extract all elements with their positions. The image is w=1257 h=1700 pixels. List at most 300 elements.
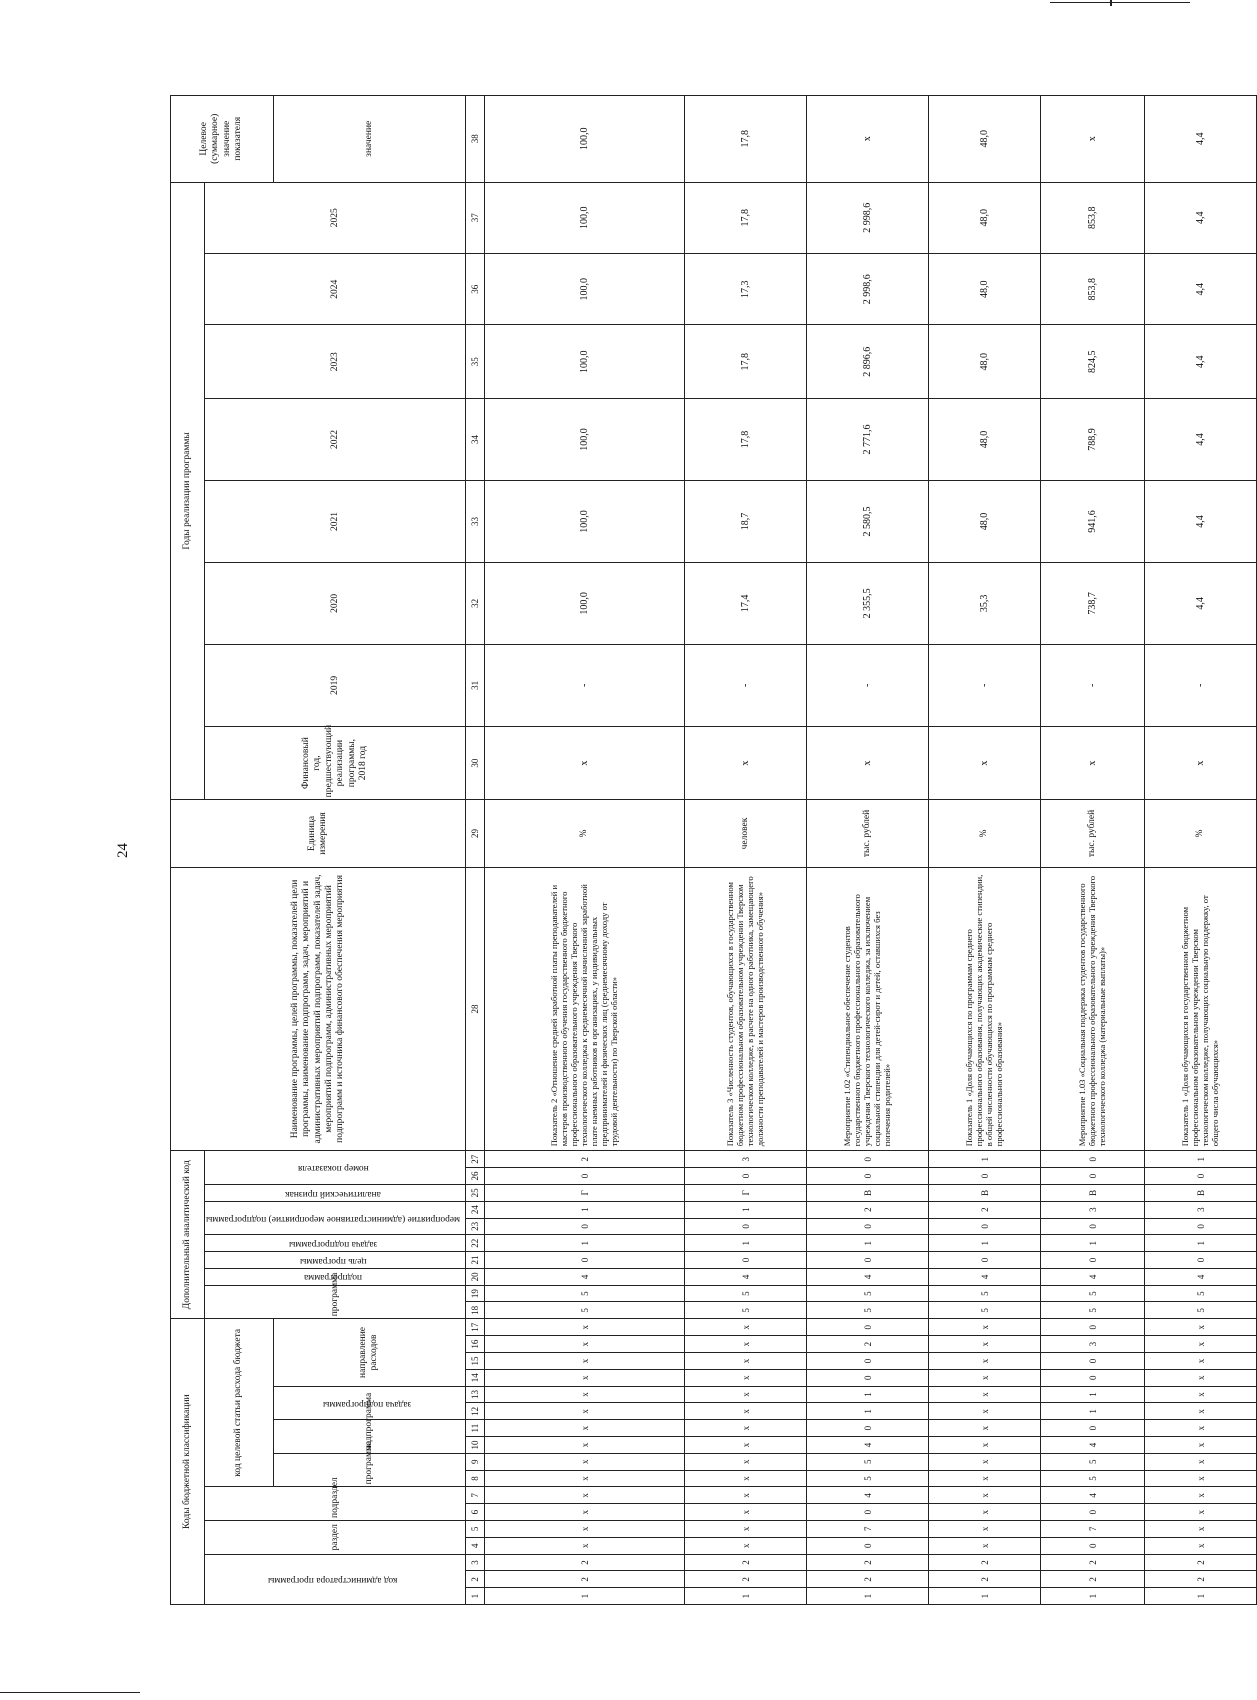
code-cell: x [929, 1369, 1041, 1386]
value-cell: 100,0 [485, 325, 685, 399]
code-cell: 0 [929, 1218, 1041, 1235]
code-cell: 5 [929, 1285, 1041, 1302]
code-cell: x [1145, 1386, 1257, 1403]
code-cell: 1 [1041, 1235, 1145, 1252]
code-cell: 4 [807, 1437, 929, 1454]
subsection-header: подраздел [205, 1487, 466, 1521]
value-cell: 18,7 [685, 480, 807, 562]
base-year-header: Финансовый год, предшествующий реализации программы, 2018 год [205, 726, 466, 800]
code-cell: 2 [1145, 1571, 1257, 1588]
code-cell: 7 [807, 1521, 929, 1538]
ex-goal-header: цель программы [205, 1252, 466, 1269]
value-cell: - [1041, 644, 1145, 726]
code-cell: x [485, 1386, 685, 1403]
code-cell: 4 [807, 1487, 929, 1504]
code-cell: x [1145, 1369, 1257, 1386]
column-number-cell: 14 [466, 1369, 485, 1386]
value-cell: 4,4 [1145, 562, 1257, 644]
code-cell: x [685, 1353, 807, 1370]
code-cell: 5 [1041, 1453, 1145, 1470]
value-cell: - [685, 644, 807, 726]
code-cell: 2 [1041, 1554, 1145, 1571]
code-cell: 1 [485, 1235, 685, 1252]
code-cell: 1 [929, 1235, 1041, 1252]
code-cell: 0 [807, 1151, 929, 1168]
code-cell: В [1041, 1184, 1145, 1201]
value-cell: 4,4 [1145, 182, 1257, 253]
code-cell: 2 [485, 1554, 685, 1571]
code-cell: 0 [1041, 1168, 1145, 1185]
code-cell: 1 [685, 1235, 807, 1252]
code-cell: 7 [1041, 1521, 1145, 1538]
value-cell: 48,0 [929, 480, 1041, 562]
value-cell: x [485, 726, 685, 800]
value-cell: 2 771,6 [807, 399, 929, 481]
code-cell: 0 [807, 1353, 929, 1370]
code-cell: x [485, 1537, 685, 1554]
code-cell: x [685, 1521, 807, 1538]
extra-code-header: Дополнительный аналитический код [171, 1151, 205, 1319]
code-cell: x [485, 1504, 685, 1521]
code-cell: 0 [685, 1252, 807, 1269]
name-column-header: Наименование программы, целей программы, показателей цели программы, наименование подпрограмм, задач, мероприятий и административных мероприятий подпрограмм, показателей задач, мероприятий подпрограмм, административных мероприятий подпрограмм и источника финансового обеспечения мероприятия [171, 867, 466, 1151]
value-cell: x [1041, 726, 1145, 800]
code-cell: 0 [1041, 1420, 1145, 1437]
section-header: раздел [205, 1521, 466, 1555]
row-name-cell: Мероприятие 1.03 «Социальная поддержка студентов государственного бюджетного профессионального образовательного учреждения Тверского технологического колледжа (материальные выплаты)» [1041, 867, 1145, 1151]
value-cell: - [807, 644, 929, 726]
column-number-cell: 15 [466, 1353, 485, 1370]
code-cell: 2 [807, 1571, 929, 1588]
code-cell: 0 [485, 1252, 685, 1269]
code-cell: x [1145, 1470, 1257, 1487]
column-number-cell: 32 [466, 562, 485, 644]
code-cell: x [1145, 1336, 1257, 1353]
value-cell: 100,0 [485, 254, 685, 325]
code-cell: x [929, 1403, 1041, 1420]
value-cell: 100,0 [485, 562, 685, 644]
header-row-1 [171, 96, 205, 1605]
code-cell: 0 [1041, 1504, 1145, 1521]
code-cell: 5 [1145, 1302, 1257, 1319]
code-cell: 0 [929, 1252, 1041, 1269]
code-cell: x [485, 1336, 685, 1353]
code-cell: 0 [1145, 1168, 1257, 1185]
table-row [807, 96, 929, 1605]
code-cell: 1 [685, 1588, 807, 1605]
column-number-row [466, 96, 485, 1605]
year-2019-header: 2019 [205, 644, 466, 726]
column-number-cell: 5 [466, 1521, 485, 1538]
code-cell: x [929, 1470, 1041, 1487]
code-cell: 2 [485, 1571, 685, 1588]
ex-task-header: задача подпрограммы [205, 1235, 466, 1252]
unit-cell: тыс. рублей [1041, 800, 1145, 867]
code-cell: 1 [807, 1386, 929, 1403]
column-number-cell: 4 [466, 1537, 485, 1554]
code-cell: 5 [807, 1285, 929, 1302]
code-cell: x [929, 1504, 1041, 1521]
code-cell: 0 [685, 1168, 807, 1185]
code-cell: x [929, 1336, 1041, 1353]
code-cell: 2 [1041, 1571, 1145, 1588]
value-cell: 48,0 [929, 325, 1041, 399]
code-cell: 4 [1041, 1487, 1145, 1504]
code-cell: Г [685, 1184, 807, 1201]
code-cell: 3 [685, 1151, 807, 1168]
code-cell: x [485, 1319, 685, 1336]
admin-code-header: код администратора программы [205, 1554, 466, 1604]
code-cell: x [1145, 1453, 1257, 1470]
code-cell: x [485, 1470, 685, 1487]
rotated-table-wrapper [170, 95, 1220, 1605]
value-cell: 100,0 [485, 182, 685, 253]
ex-event-header: мероприятие (административное мероприятие) подпрограммы [205, 1201, 466, 1235]
value-cell: 48,0 [929, 182, 1041, 253]
task-header: задача подпрограммы [273, 1386, 466, 1420]
code-cell: x [1145, 1420, 1257, 1437]
code-cell: 0 [807, 1319, 929, 1336]
code-cell: 2 [929, 1571, 1041, 1588]
code-cell: 1 [929, 1588, 1041, 1605]
code-cell: 0 [1041, 1353, 1145, 1370]
value-cell: x [929, 726, 1041, 800]
column-number-cell: 7 [466, 1487, 485, 1504]
value-cell: 17,8 [685, 325, 807, 399]
program-indicators-table [170, 95, 1257, 1605]
year-2025-header: 2025 [205, 182, 466, 253]
code-cell: 4 [929, 1268, 1041, 1285]
value-cell: 48,0 [929, 254, 1041, 325]
code-cell: 1 [1145, 1588, 1257, 1605]
budget-codes-header: Коды бюджетной классификации [171, 1319, 205, 1605]
column-number-cell: 13 [466, 1386, 485, 1403]
years-group-header: Годы реализации программы [171, 182, 205, 800]
column-number-cell: 28 [466, 867, 485, 1151]
column-number-cell: 30 [466, 726, 485, 800]
column-number-cell: 17 [466, 1319, 485, 1336]
scan-mark [1050, 2, 1190, 3]
code-cell: 2 [685, 1571, 807, 1588]
code-cell: 5 [1041, 1470, 1145, 1487]
code-cell: 0 [1041, 1218, 1145, 1235]
code-cell: 0 [1041, 1252, 1145, 1269]
page-number: 24 [115, 843, 131, 858]
value-cell: 17,8 [685, 399, 807, 481]
code-cell: x [1145, 1319, 1257, 1336]
code-cell: x [485, 1353, 685, 1370]
code-cell: x [929, 1437, 1041, 1454]
code-cell: 2 [807, 1336, 929, 1353]
value-cell: 853,8 [1041, 182, 1145, 253]
code-cell: 2 [1145, 1554, 1257, 1571]
value-cell: 2 998,6 [807, 182, 929, 253]
code-cell: x [685, 1386, 807, 1403]
column-number-cell: 37 [466, 182, 485, 253]
code-cell: 1 [1041, 1386, 1145, 1403]
code-cell: 3 [1041, 1336, 1145, 1353]
column-number-cell: 16 [466, 1336, 485, 1353]
unit-cell: человек [685, 800, 807, 867]
expense-direction-header: направление расходов [273, 1319, 466, 1386]
value-cell: 4,4 [1145, 399, 1257, 481]
column-number-cell: 6 [466, 1504, 485, 1521]
code-cell: x [929, 1353, 1041, 1370]
code-cell: 2 [929, 1554, 1041, 1571]
code-cell: 5 [807, 1470, 929, 1487]
code-cell: В [929, 1184, 1041, 1201]
code-cell: 0 [807, 1420, 929, 1437]
row-name-cell: Показатель 3 «Численность студентов, обучающихся в государственном бюджетном профессиональном образовательном учреждении Тверском технологическом колледже, в расчете на одного работника, замещающего должности преподавателей и мастеров производственного обучения» [685, 867, 807, 1151]
value-cell: 788,9 [1041, 399, 1145, 481]
code-cell: 0 [1041, 1319, 1145, 1336]
value-cell: 738,7 [1041, 562, 1145, 644]
value-cell: - [929, 644, 1041, 726]
scan-mark [0, 1692, 140, 1693]
code-cell: 1 [1041, 1403, 1145, 1420]
code-cell: 1 [807, 1588, 929, 1605]
code-cell: 1 [685, 1201, 807, 1218]
code-cell: 0 [1041, 1537, 1145, 1554]
row-name-cell: Мероприятие 1.02 «Стипендиальное обеспечение студентов государственного бюджетного профессионального образовательного учреждения Тверского технологического колледжа, за исключением социальной стипендии для детей-сирот и детей, оставшихся без попечения родителей» [807, 867, 929, 1151]
year-2021-header: 2021 [205, 480, 466, 562]
column-number-cell: 10 [466, 1437, 485, 1454]
value-cell: 100,0 [485, 399, 685, 481]
code-cell: 1 [485, 1588, 685, 1605]
target-group-header: Целевое (суммарное) значение показателя [171, 96, 274, 183]
code-cell: 3 [1145, 1201, 1257, 1218]
value-cell: 35,3 [929, 562, 1041, 644]
value-cell: 2 998,6 [807, 254, 929, 325]
code-cell: x [929, 1487, 1041, 1504]
unit-cell: % [929, 800, 1041, 867]
row-name-cell: Показатель 1 «Доля обучающихся по программам среднего профессионального образования, получающих академические стипендии, в общей численности обучающихся по программам среднего профессионального образования» [929, 867, 1041, 1151]
column-number-cell: 20 [466, 1268, 485, 1285]
code-cell: 0 [807, 1369, 929, 1386]
code-cell: x [685, 1453, 807, 1470]
code-cell: x [1145, 1403, 1257, 1420]
column-number-cell: 12 [466, 1403, 485, 1420]
code-cell: 5 [685, 1285, 807, 1302]
code-cell: x [485, 1437, 685, 1454]
code-cell: x [485, 1521, 685, 1538]
code-cell: 3 [1041, 1201, 1145, 1218]
column-number-cell: 33 [466, 480, 485, 562]
code-cell: 5 [685, 1302, 807, 1319]
code-cell: x [685, 1437, 807, 1454]
code-cell: x [685, 1537, 807, 1554]
code-cell: 0 [485, 1218, 685, 1235]
value-cell: 100,0 [485, 96, 685, 183]
value-cell: 17,3 [685, 254, 807, 325]
column-number-cell: 24 [466, 1201, 485, 1218]
code-cell: 0 [807, 1252, 929, 1269]
code-cell: x [1145, 1537, 1257, 1554]
code-cell: 1 [807, 1403, 929, 1420]
target-item-code-header: код целевой статьи расхода бюджета [205, 1319, 274, 1487]
column-number-cell: 36 [466, 254, 485, 325]
table-row [929, 96, 1041, 1605]
code-cell: 4 [807, 1268, 929, 1285]
code-cell: x [685, 1336, 807, 1353]
year-2024-header: 2024 [205, 254, 466, 325]
code-cell: x [685, 1487, 807, 1504]
code-cell: x [685, 1319, 807, 1336]
code-cell: 5 [1041, 1285, 1145, 1302]
table-row [1145, 96, 1257, 1605]
ex-indicator-header: номер показателя [205, 1151, 466, 1185]
unit-cell: % [485, 800, 685, 867]
value-cell: 2 355,5 [807, 562, 929, 644]
value-cell: 48,0 [929, 399, 1041, 481]
code-cell: 1 [485, 1201, 685, 1218]
column-number-cell: 19 [466, 1285, 485, 1302]
code-cell: 5 [485, 1302, 685, 1319]
column-number-cell: 11 [466, 1420, 485, 1437]
code-cell: 5 [1145, 1285, 1257, 1302]
code-cell: 1 [929, 1151, 1041, 1168]
value-cell: 17,8 [685, 96, 807, 183]
scan-mark [1110, 0, 1112, 6]
column-number-cell: 31 [466, 644, 485, 726]
code-cell: x [1145, 1437, 1257, 1454]
code-cell: 0 [807, 1504, 929, 1521]
value-cell: 941,6 [1041, 480, 1145, 562]
code-cell: 0 [929, 1168, 1041, 1185]
code-cell: x [685, 1369, 807, 1386]
code-cell: 4 [1041, 1268, 1145, 1285]
ex-program-header: программа [205, 1285, 466, 1319]
value-cell: 2 580,5 [807, 480, 929, 562]
code-cell: 0 [1041, 1151, 1145, 1168]
value-cell: x [1041, 96, 1145, 183]
code-cell: 5 [807, 1453, 929, 1470]
code-cell: x [485, 1487, 685, 1504]
code-cell: 4 [1041, 1437, 1145, 1454]
code-cell: x [685, 1504, 807, 1521]
code-cell: x [929, 1521, 1041, 1538]
code-cell: x [929, 1386, 1041, 1403]
column-number-cell: 23 [466, 1218, 485, 1235]
code-cell: x [485, 1420, 685, 1437]
code-cell: 0 [485, 1168, 685, 1185]
code-cell: 5 [807, 1302, 929, 1319]
value-cell: 2 896,6 [807, 325, 929, 399]
code-cell: 2 [929, 1201, 1041, 1218]
column-number-cell: 26 [466, 1168, 485, 1185]
code-cell: 4 [685, 1268, 807, 1285]
code-cell: 0 [807, 1537, 929, 1554]
column-number-cell: 21 [466, 1252, 485, 1269]
year-2020-header: 2020 [205, 562, 466, 644]
value-cell: 48,0 [929, 96, 1041, 183]
value-cell: x [1145, 726, 1257, 800]
subprogram-header: подпрограмма [273, 1420, 466, 1454]
table-row [685, 96, 807, 1605]
code-cell: x [1145, 1353, 1257, 1370]
code-cell: 5 [1041, 1302, 1145, 1319]
code-cell: Г [485, 1184, 685, 1201]
column-number-cell: 25 [466, 1184, 485, 1201]
column-number-cell: 3 [466, 1554, 485, 1571]
code-cell: x [485, 1403, 685, 1420]
code-cell: 0 [1145, 1218, 1257, 1235]
value-cell: 824,5 [1041, 325, 1145, 399]
code-cell: В [1145, 1184, 1257, 1201]
value-cell: 4,4 [1145, 254, 1257, 325]
code-cell: x [485, 1453, 685, 1470]
unit-cell: % [1145, 800, 1257, 867]
row-name-cell: Показатель 1 «Доля обучающихся в государственном бюджетном профессиональном образовательном учреждении Тверском технологическом колледже, получающих социальную поддержку, от общего числа обучающихся» [1145, 867, 1257, 1151]
code-cell: 2 [485, 1151, 685, 1168]
value-cell: 4,4 [1145, 96, 1257, 183]
ex-analytic-header: аналитический признак [205, 1184, 466, 1201]
year-2023-header: 2023 [205, 325, 466, 399]
code-cell: x [685, 1420, 807, 1437]
code-cell: 4 [485, 1268, 685, 1285]
column-number-cell: 35 [466, 325, 485, 399]
value-cell: 4,4 [1145, 480, 1257, 562]
code-cell: x [1145, 1521, 1257, 1538]
value-cell: 4,4 [1145, 325, 1257, 399]
code-cell: x [929, 1453, 1041, 1470]
column-number-cell: 29 [466, 800, 485, 867]
code-cell: 0 [807, 1168, 929, 1185]
value-cell: 17,8 [685, 182, 807, 253]
code-cell: 2 [685, 1554, 807, 1571]
unit-header: Единица измерения [171, 800, 466, 867]
value-cell: x [685, 726, 807, 800]
year-2022-header: 2022 [205, 399, 466, 481]
code-cell: x [685, 1470, 807, 1487]
value-cell: 853,8 [1041, 254, 1145, 325]
value-cell: - [1145, 644, 1257, 726]
value-cell: 17,4 [685, 562, 807, 644]
ex-subprogram-header: подпрограмма [205, 1268, 466, 1285]
table-row [485, 96, 685, 1605]
unit-cell: тыс. рублей [807, 800, 929, 867]
code-cell: x [1145, 1504, 1257, 1521]
code-cell: 2 [807, 1554, 929, 1571]
code-cell: 0 [1041, 1369, 1145, 1386]
code-cell: 1 [1145, 1151, 1257, 1168]
target-value-header: значение [273, 96, 466, 183]
code-cell: x [485, 1369, 685, 1386]
value-cell: 100,0 [485, 480, 685, 562]
code-cell: 1 [1041, 1588, 1145, 1605]
code-cell: x [929, 1319, 1041, 1336]
table-row [1041, 96, 1145, 1605]
code-cell: 5 [929, 1302, 1041, 1319]
column-number-cell: 22 [466, 1235, 485, 1252]
column-number-cell: 1 [466, 1588, 485, 1605]
value-cell: x [807, 726, 929, 800]
column-number-cell: 27 [466, 1151, 485, 1168]
code-cell: 0 [1145, 1252, 1257, 1269]
code-cell: 0 [685, 1218, 807, 1235]
code-cell: 0 [807, 1218, 929, 1235]
code-cell: x [929, 1420, 1041, 1437]
code-cell: В [807, 1184, 929, 1201]
code-cell: 2 [807, 1201, 929, 1218]
column-number-cell: 34 [466, 399, 485, 481]
code-cell: 5 [485, 1285, 685, 1302]
column-number-cell: 9 [466, 1453, 485, 1470]
code-cell: x [1145, 1487, 1257, 1504]
code-cell: 1 [1145, 1235, 1257, 1252]
value-cell: - [485, 644, 685, 726]
column-number-cell: 38 [466, 96, 485, 183]
